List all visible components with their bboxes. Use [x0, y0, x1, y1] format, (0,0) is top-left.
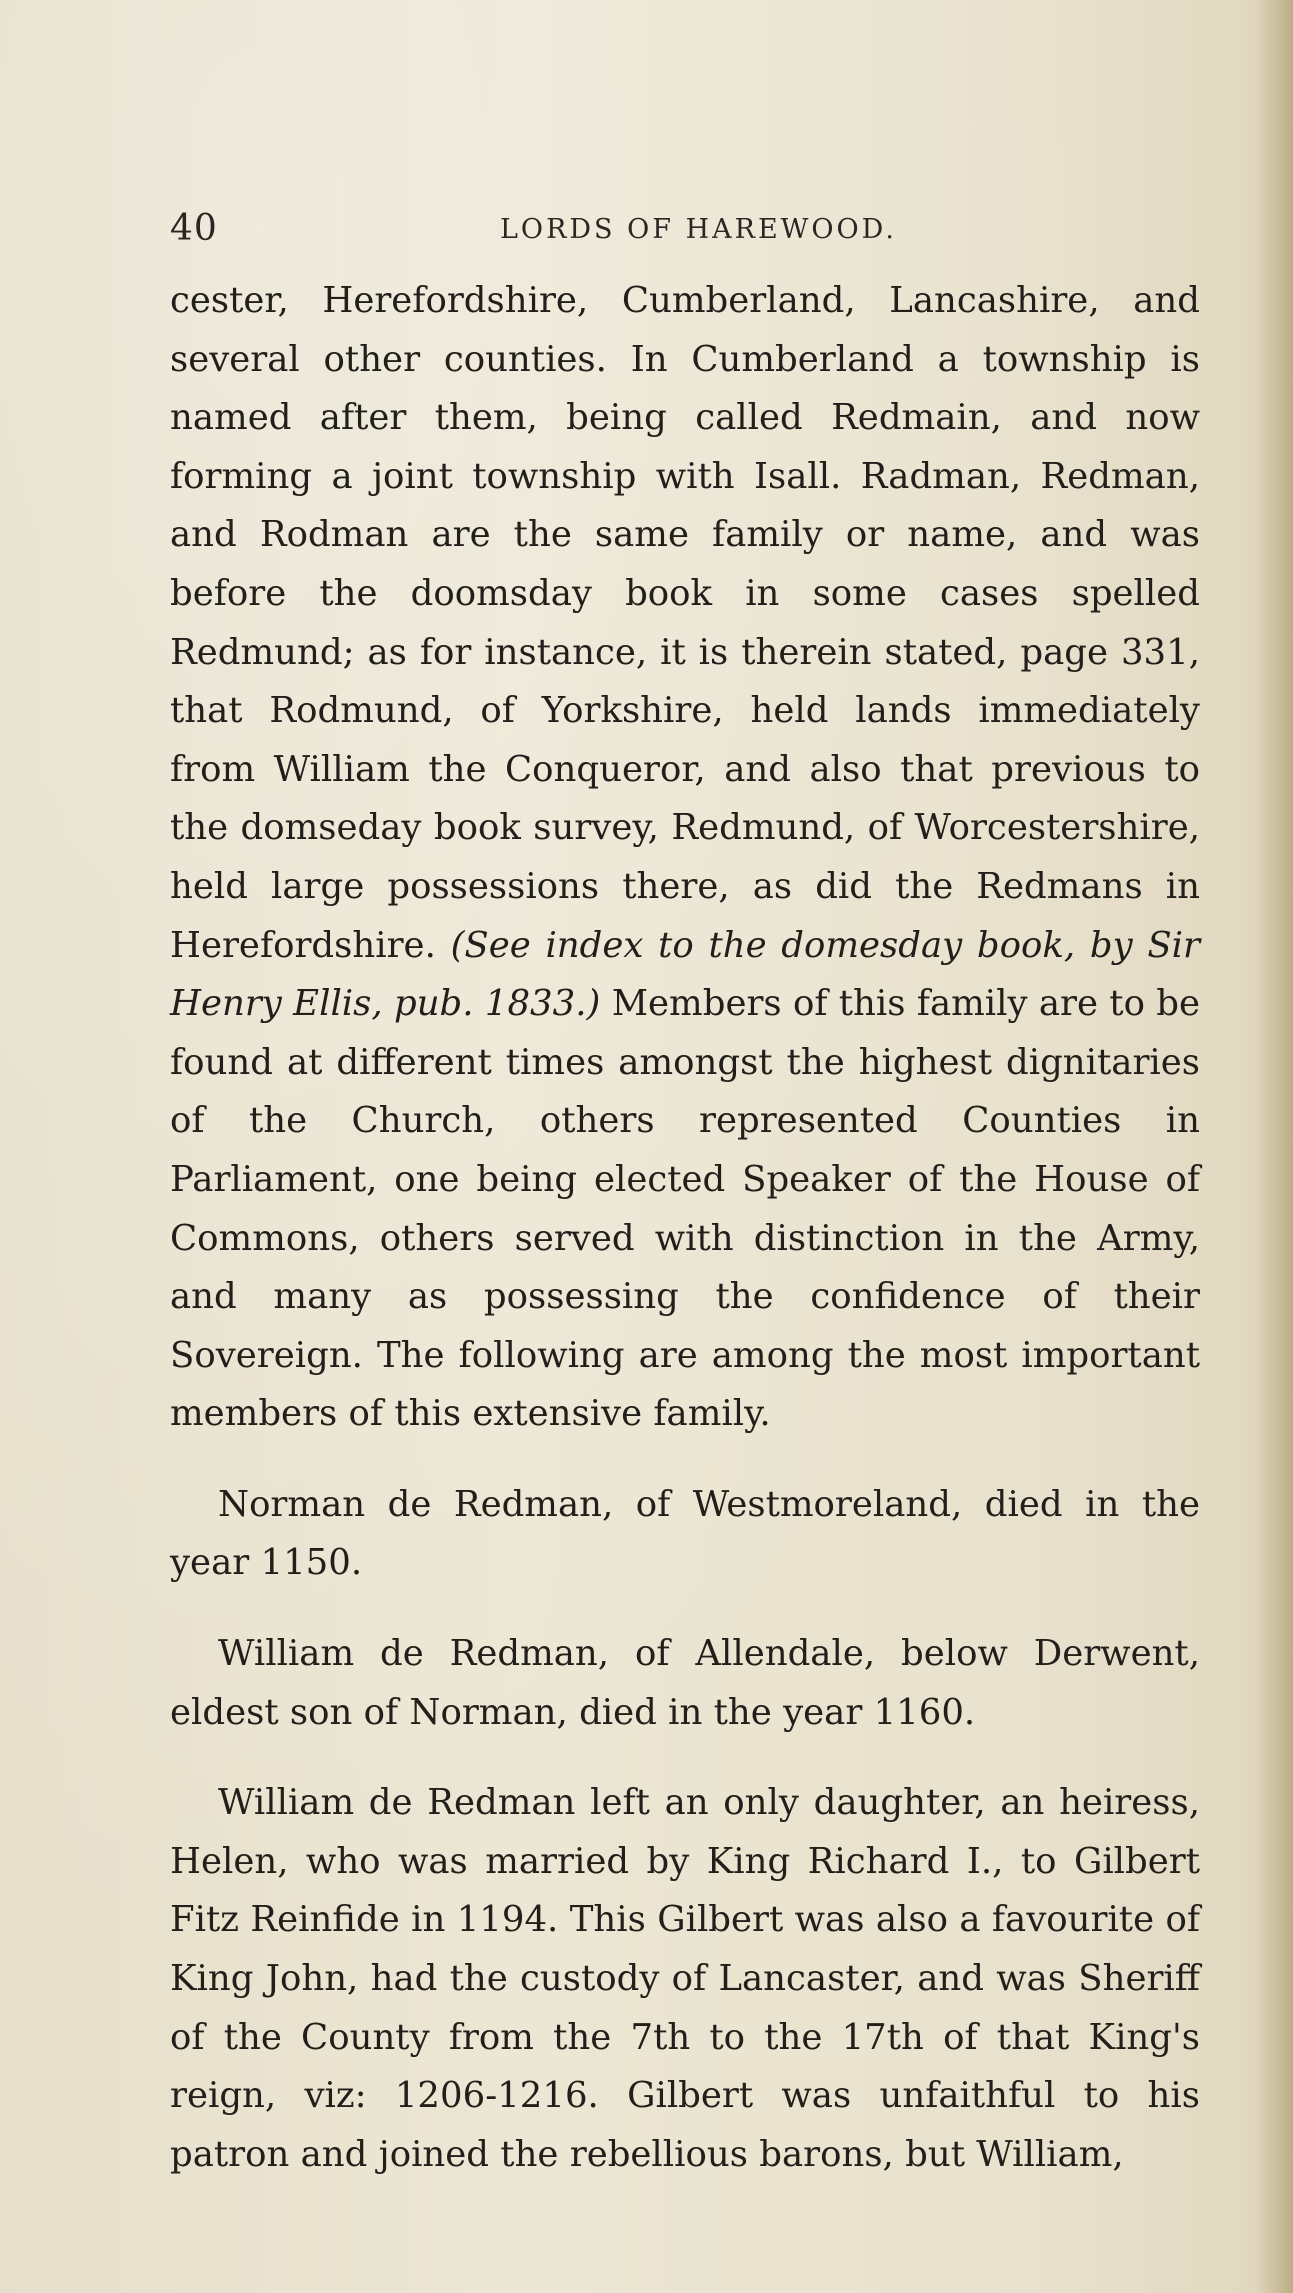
paragraph-1-text-before: cester, Herefordshire, Cumberland, Lancashire, and several other counties. In Cumberland a township is named after them, being called Redmain, and now forming a joint township with Isall. Radman, Redman, and Rodman are the same family or name, and was before the doomsday book in some cases spelled Redmund; as for instance, it is therein stated, page 331, that Rodmund, of Yorkshire, held lands immediately from William the Conqueror, and also that previous to the domseday book survey, Redmund, of Worcestershire, held large possessions there, as did the Redmans in Herefordshire. — [170, 280, 1200, 966]
body-text — [170, 272, 1200, 2184]
paragraph-2: Norman de Redman, of Westmoreland, died in the year 1150. — [170, 1483, 1200, 1584]
paragraph-1-italic-citation: (See index to the domesday book, by Sir Henry Ellis, pub. 1833.) — [170, 924, 1200, 1025]
page-header — [170, 208, 1213, 256]
running-head: LORDS OF HAREWOOD. — [500, 214, 897, 245]
paragraph-1-text-after: Members of this family are to be found at different times amongst the highest dignitaries of the Church, others represented Counties in Parliament, one being elected Speaker of the House of Commons, others served with distinction in the Army, and many as possessing the confidence of their Sovereign. The following are among the most important members of this extensive family. — [170, 983, 1200, 1435]
paragraph-4: William de Redman left an only daughter, an heiress, Helen, who was married by King Richard I., to Gilbert Fitz Reinfide in 1194. This Gilbert was also a favourite of King John, had the custody of Lancaster, and was Sheriff of the County from the 7th to the 17th of that King's reign, viz: 1206-1216. Gilbert was unfaithful to his patron and joined the rebellious barons, but William, — [170, 1782, 1200, 2175]
paragraph-1 — [170, 272, 1200, 1444]
page-edge-shadow — [1257, 0, 1293, 2293]
paragraph-3: William de Redman, of Allendale, below Derwent, eldest son of Norman, died in the year 1160. — [170, 1633, 1200, 1733]
page-number: 40 — [170, 208, 218, 249]
